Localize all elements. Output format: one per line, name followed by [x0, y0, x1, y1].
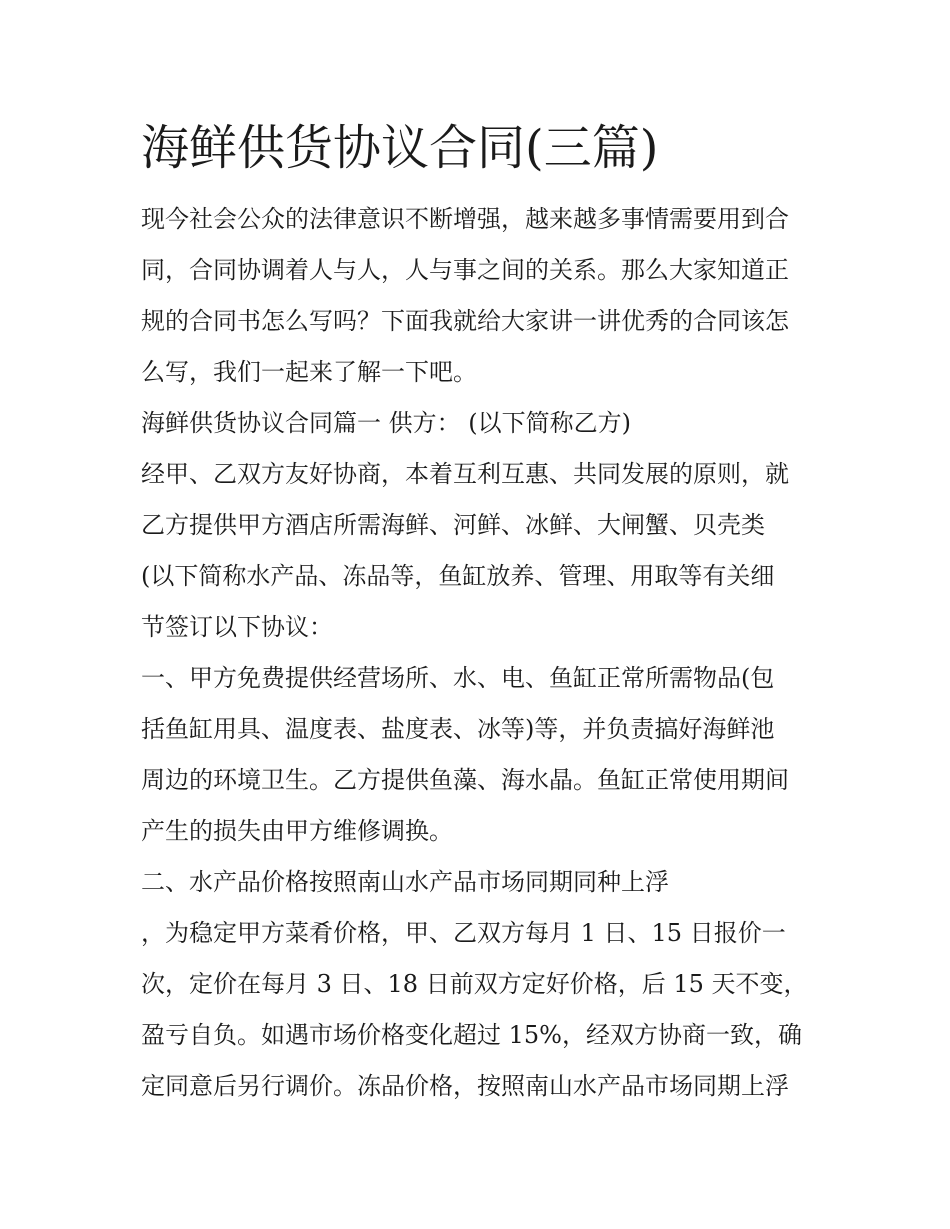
body-line: ，为稳定甲方菜肴价格，甲、乙双方每月 1 日、15 日报价一 — [141, 919, 786, 947]
body-line: 次，定价在每月 3 日、18 日前双方定好价格，后 15 天不变， — [141, 970, 808, 998]
body-line: 周边的环境卫生。乙方提供鱼藻、海水晶。鱼缸正常使用期间 — [141, 766, 789, 794]
body-line: 同，合同协调着人与人，人与事之间的关系。那么大家知道正 — [141, 256, 789, 284]
body-line: 经甲、乙双方友好协商，本着互利互惠、共同发展的原则，就 — [141, 460, 789, 488]
section-heading: 海鲜供货协议合同篇一 供方： (以下简称乙方) — [141, 409, 631, 437]
body-line: (以下简称水产品、冻品等，鱼缸放养、管理、用取等有关细 — [141, 562, 775, 590]
clause-one: 一、甲方免费提供经营场所、水、电、鱼缸正常所需物品(包 — [141, 664, 775, 692]
body-line: 盈亏自负。如遇市场价格变化超过 15%，经双方协商一致，确 — [141, 1021, 802, 1049]
document-page — [141, 112, 821, 1112]
body-line: 规的合同书怎么写吗？下面我就给大家讲一讲优秀的合同该怎 — [141, 307, 789, 335]
document-body — [141, 194, 821, 1112]
body-line: 产生的损失由甲方维修调换。 — [141, 817, 453, 845]
body-line: 乙方提供甲方酒店所需海鲜、河鲜、冰鲜、大闸蟹、贝壳类 — [141, 511, 765, 539]
body-line: 定同意后另行调价。冻品价格，按照南山水产品市场同期上浮 — [141, 1072, 789, 1100]
body-line: 括鱼缸用具、温度表、盐度表、冰等)等，并负责搞好海鲜池 — [141, 715, 775, 743]
clause-two: 二、水产品价格按照南山水产品市场同期同种上浮 — [141, 868, 669, 896]
body-line: 么写，我们一起来了解一下吧。 — [141, 358, 477, 386]
document-title: 海鲜供货协议合同(三篇) — [141, 120, 659, 176]
body-line: 现今社会公众的法律意识不断增强，越来越多事情需要用到合 — [141, 205, 789, 233]
body-line: 节签订以下协议： — [141, 613, 333, 641]
